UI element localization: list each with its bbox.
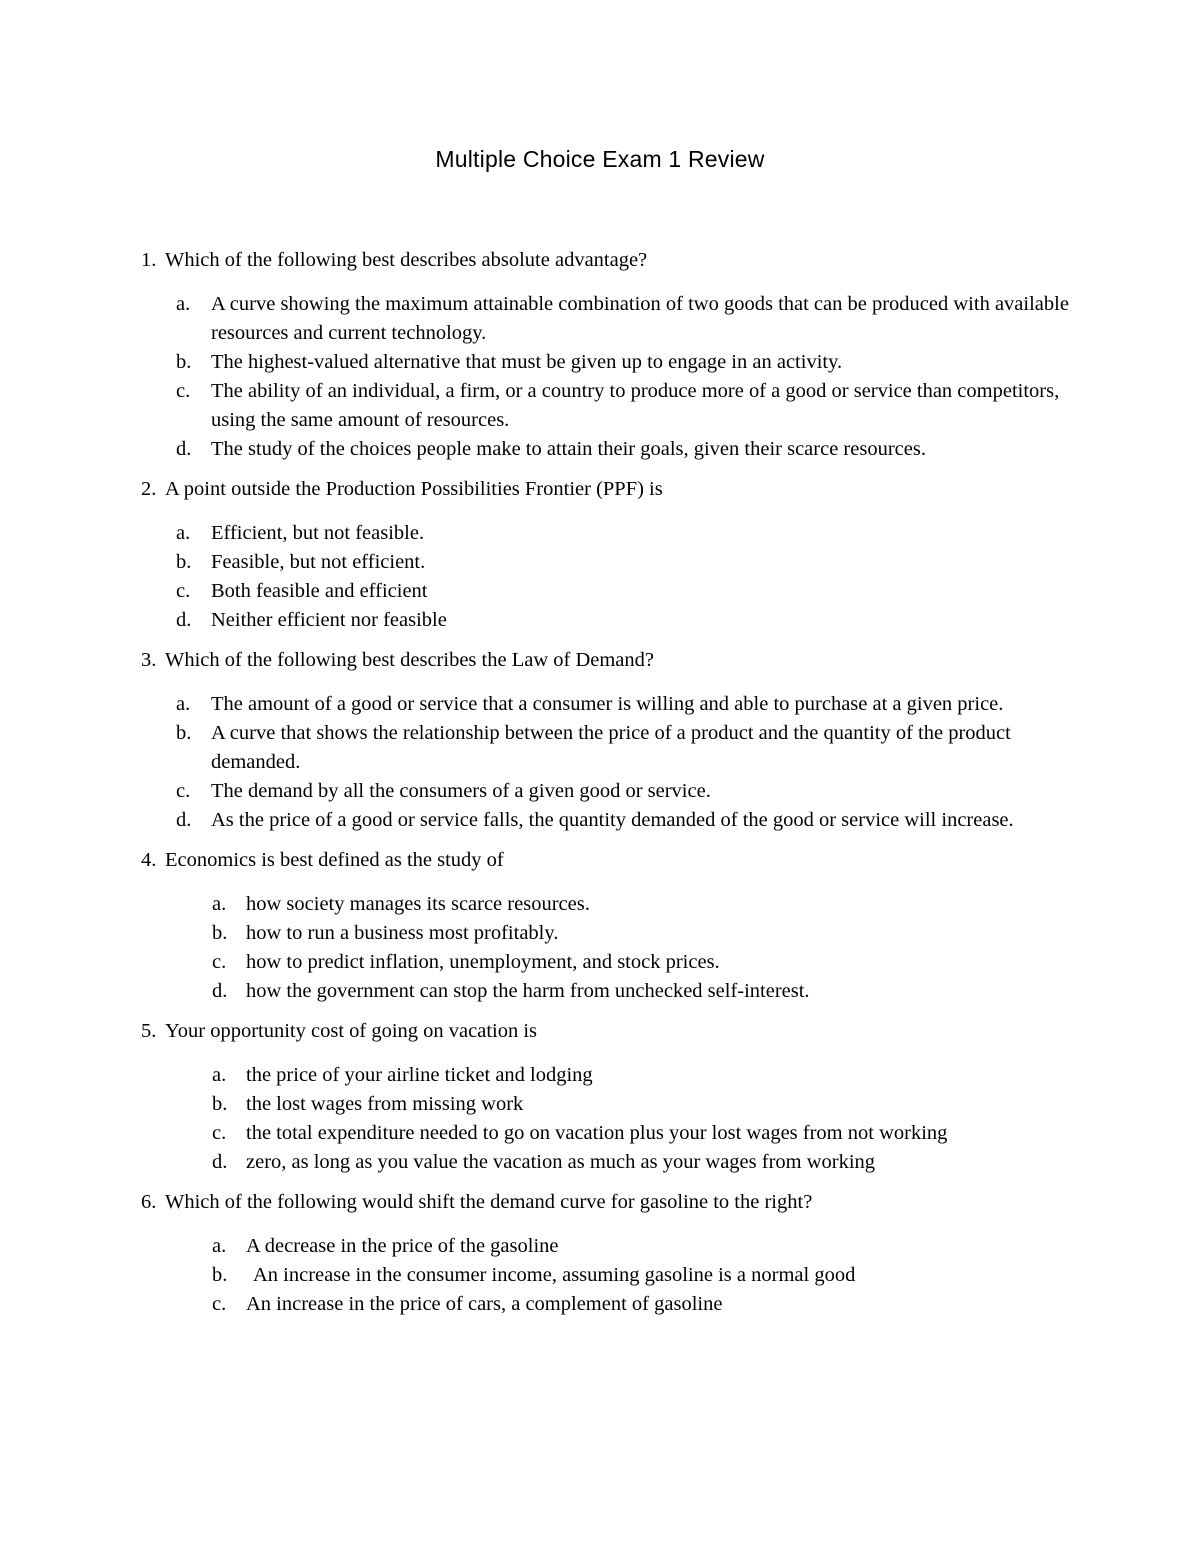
- choice-text: As the price of a good or service falls, the quantity demanded of the good or service will increase.: [211, 809, 1014, 831]
- question-number: 3.: [141, 649, 157, 671]
- answer-choice-a: [0, 890, 1200, 919]
- answer-choice-b: [0, 1090, 1200, 1119]
- question-text: A point outside the Production Possibilities Frontier (PPF) is: [165, 478, 663, 500]
- question-4: [0, 846, 1200, 1006]
- answer-choice-c: [0, 577, 1200, 606]
- answer-choice-d: [0, 1148, 1200, 1177]
- choice-text: A curve showing the maximum attainable combination of two goods that can be produced with available resources and current technology.: [211, 293, 1069, 344]
- question-stem: [0, 1017, 1200, 1046]
- choice-letter: a.: [212, 893, 227, 915]
- choice-text: the total expenditure needed to go on vacation plus your lost wages from not working: [246, 1122, 948, 1144]
- answer-choice-d: [0, 435, 1200, 464]
- choice-letter: c.: [212, 1293, 227, 1315]
- choice-letter: b.: [176, 551, 192, 573]
- answer-choice-b: [0, 919, 1200, 948]
- choice-letter: d.: [212, 1151, 228, 1173]
- choice-letter: c.: [176, 380, 191, 402]
- question-1: [0, 246, 1200, 464]
- question-stem: [0, 646, 1200, 675]
- choice-text: The ability of an individual, a firm, or a country to produce more of a good or service than competitors, using the same amount of resources.: [211, 380, 1060, 431]
- choice-letter: a.: [212, 1235, 227, 1257]
- choice-letter: a.: [176, 693, 191, 715]
- question-number: 6.: [141, 1191, 157, 1213]
- choice-letter: c.: [212, 1122, 227, 1144]
- question-stem: [0, 475, 1200, 504]
- question-number: 4.: [141, 849, 157, 871]
- question-stem: [0, 246, 1200, 275]
- question-stem: [0, 846, 1200, 875]
- question-text: Which of the following best describes the Law of Demand?: [165, 649, 654, 671]
- choice-text: Efficient, but not feasible.: [211, 522, 425, 544]
- choice-text: The amount of a good or service that a consumer is willing and able to purchase at a given price.: [211, 693, 1004, 715]
- choice-text: Both feasible and efficient: [211, 580, 428, 602]
- choice-text: the price of your airline ticket and lodging: [246, 1064, 593, 1086]
- choice-text: the lost wages from missing work: [246, 1093, 524, 1115]
- answer-choice-a: [0, 690, 1200, 719]
- answer-choice-c: [0, 948, 1200, 977]
- answer-choice-b: [0, 548, 1200, 577]
- choice-letter: c.: [176, 580, 191, 602]
- choice-letter: a.: [212, 1064, 227, 1086]
- answer-choice-c: [0, 1290, 1200, 1319]
- question-3: [0, 646, 1200, 835]
- choice-letter: a.: [176, 293, 191, 315]
- answer-choice-c: [0, 377, 1200, 435]
- choice-text: An increase in the price of cars, a complement of gasoline: [246, 1293, 723, 1315]
- choice-letter: b.: [176, 722, 192, 744]
- question-text: Your opportunity cost of going on vacation is: [165, 1020, 538, 1042]
- question-2: [0, 475, 1200, 635]
- question-text: Economics is best defined as the study of: [165, 849, 504, 871]
- question-text: Which of the following best describes absolute advantage?: [165, 249, 648, 271]
- choice-letter: b.: [212, 922, 228, 944]
- question-stem: [0, 1188, 1200, 1217]
- choice-letter: d.: [176, 609, 192, 631]
- choice-letter: b.: [212, 1093, 228, 1115]
- choice-letter: b.: [212, 1264, 228, 1286]
- question-list: [0, 246, 1200, 1330]
- choice-letter: d.: [176, 438, 192, 460]
- choice-text: The highest-valued alternative that must be given up to engage in an activity.: [211, 351, 843, 373]
- choice-letter: c.: [212, 951, 227, 973]
- answer-choice-b: [0, 348, 1200, 377]
- question-6: [0, 1188, 1200, 1319]
- answer-choice-a: [0, 1061, 1200, 1090]
- choice-text: A curve that shows the relationship between the price of a product and the quantity of the product demanded.: [211, 722, 1011, 773]
- choice-letter: c.: [176, 780, 191, 802]
- answer-choice-b: [0, 1261, 1200, 1290]
- answer-choice-d: [0, 806, 1200, 835]
- answer-choice-b: [0, 719, 1200, 777]
- answer-choice-c: [0, 777, 1200, 806]
- choice-letter: b.: [176, 351, 192, 373]
- choice-text: how the government can stop the harm from unchecked self-interest.: [246, 980, 810, 1002]
- answer-choice-d: [0, 606, 1200, 635]
- choice-text: Neither efficient nor feasible: [211, 609, 447, 631]
- answer-choice-c: [0, 1119, 1200, 1148]
- answer-choice-a: [0, 1232, 1200, 1261]
- choice-text: A decrease in the price of the gasoline: [246, 1235, 559, 1257]
- choice-letter: d.: [176, 809, 192, 831]
- answer-choice-d: [0, 977, 1200, 1006]
- choice-text: An increase in the consumer income, assuming gasoline is a normal good: [253, 1264, 856, 1286]
- question-number: 1.: [141, 249, 157, 271]
- choice-text: The study of the choices people make to attain their goals, given their scarce resources.: [211, 438, 926, 460]
- choice-text: Feasible, but not efficient.: [211, 551, 426, 573]
- choice-letter: d.: [212, 980, 228, 1002]
- choice-text: zero, as long as you value the vacation as much as your wages from working: [246, 1151, 876, 1173]
- answer-choice-a: [0, 519, 1200, 548]
- choice-text: how society manages its scarce resources.: [246, 893, 590, 915]
- question-number: 5.: [141, 1020, 157, 1042]
- question-5: [0, 1017, 1200, 1177]
- choice-text: The demand by all the consumers of a given good or service.: [211, 780, 711, 802]
- choice-letter: a.: [176, 522, 191, 544]
- choice-text: how to predict inflation, unemployment, and stock prices.: [246, 951, 720, 973]
- answer-choice-a: [0, 290, 1200, 348]
- page-title: Multiple Choice Exam 1 Review: [435, 146, 765, 172]
- question-number: 2.: [141, 478, 157, 500]
- choice-text: how to run a business most profitably.: [246, 922, 559, 944]
- question-text: Which of the following would shift the demand curve for gasoline to the right?: [165, 1191, 813, 1213]
